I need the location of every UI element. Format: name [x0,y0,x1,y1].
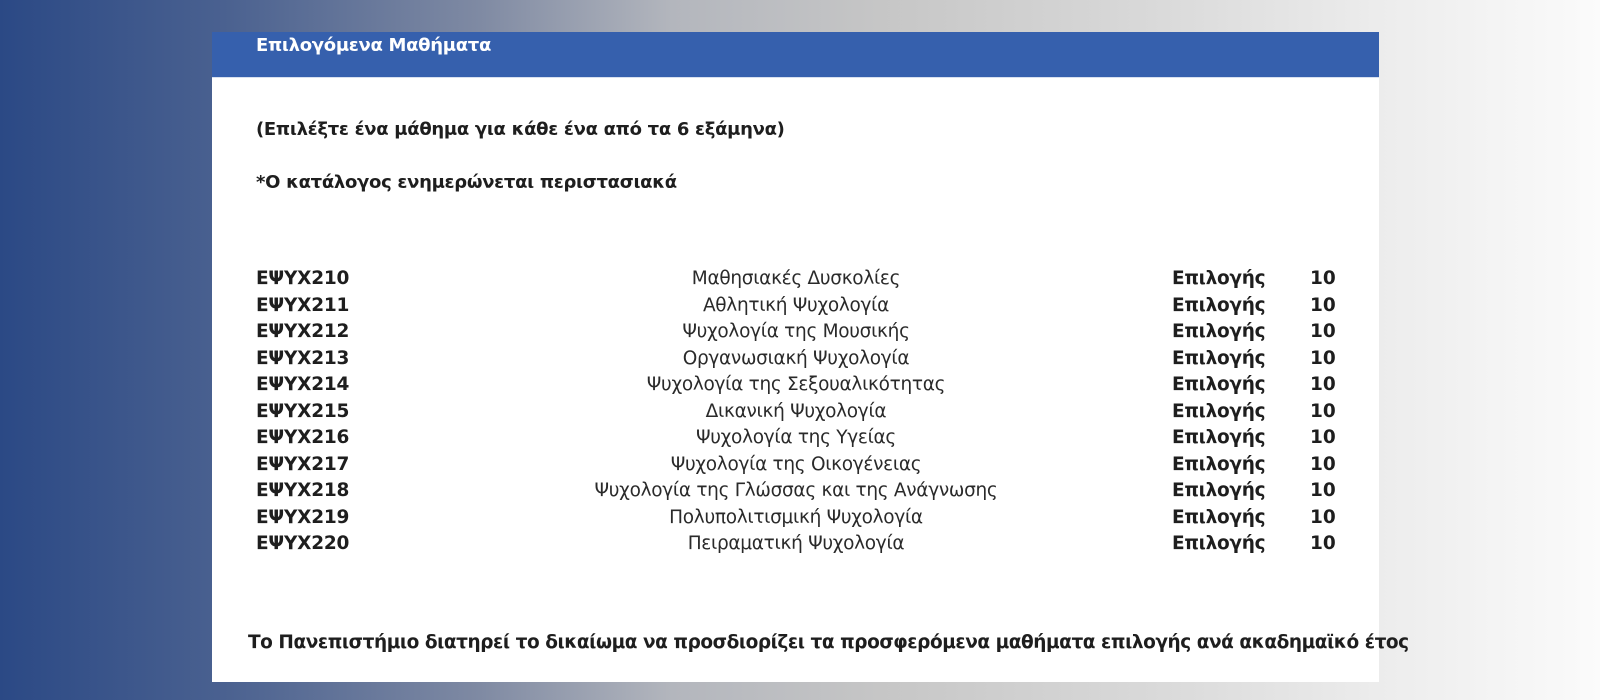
course-name: Μαθησιακές Δυσκολίες [691,268,901,289]
course-code: ΕΨΥΧ218 [256,480,350,501]
course-ects: 10 [1310,321,1336,342]
course-name: Οργανωσιακή Ψυχολογία [682,347,910,369]
course-code: ΕΨΥΧ210 [256,268,350,289]
course-type: Επιλογής [1172,480,1266,501]
course-name: Αθλητική Ψυχολογία [702,294,890,316]
course-ects: 10 [1310,400,1336,422]
course-row [256,372,1336,399]
course-name: Ψυχολογία της Σεξουαλικότητας [646,374,946,395]
course-ects: 10 [1310,268,1336,289]
course-row [256,452,1336,479]
course-type: Επιλογής [1172,294,1266,316]
course-code: ΕΨΥΧ219 [256,506,350,528]
panel-title: Επιλογόμενα Μαθήματα [256,35,492,56]
selection-instruction: (Επιλέξτε ένα μάθημα για κάθε ένα από τα 6 εξάμηνα) [256,119,785,140]
course-code: ΕΨΥΧ211 [256,294,350,316]
course-name: Δικανική Ψυχολογία [705,400,887,422]
course-ects: 10 [1310,347,1336,369]
course-ects: 10 [1310,427,1336,448]
course-type: Επιλογής [1172,533,1266,554]
course-row [256,399,1336,426]
course-ects: 10 [1310,453,1336,475]
course-code: ΕΨΥΧ212 [256,321,350,342]
course-row [256,293,1336,320]
course-type: Επιλογής [1172,347,1266,369]
course-type: Επιλογής [1172,400,1266,422]
course-name: Ψυχολογία της Οικογένειας [670,453,922,475]
course-type: Επιλογής [1172,427,1266,448]
course-row [256,505,1336,532]
course-type: Επιλογής [1172,453,1266,475]
course-type: Επιλογής [1172,268,1266,289]
course-type: Επιλογής [1172,506,1266,528]
course-list [256,266,1336,558]
course-ects: 10 [1310,294,1336,316]
course-code: ΕΨΥΧ215 [256,400,350,422]
course-name: Ψυχολογία της Μουσικής [682,321,910,342]
course-ects: 10 [1310,506,1336,528]
course-ects: 10 [1310,533,1336,554]
course-row [256,425,1336,452]
course-row [256,346,1336,373]
course-row [256,531,1336,558]
course-row [256,478,1336,505]
course-code: ΕΨΥΧ216 [256,427,350,448]
catalog-update-note: *Ο κατάλογος ενημερώνεται περιστασιακά [256,172,677,193]
course-ects: 10 [1310,480,1336,501]
course-ects: 10 [1310,374,1336,395]
course-name: Ψυχολογία της Υγείας [696,427,896,448]
course-row [256,319,1336,346]
course-code: ΕΨΥΧ213 [256,347,350,369]
panel-header [212,32,1379,78]
university-rights-footer: Το Πανεπιστήμιο διατηρεί το δικαίωμα να προσδιορίζει τα προσφερόμενα μαθήματα επιλογής ανά ακαδημαϊκό έτος [248,632,1409,653]
course-name: Πειραματική Ψυχολογία [687,533,905,554]
course-type: Επιλογής [1172,374,1266,395]
course-name: Πολυπολιτισμική Ψυχολογία [669,506,923,528]
course-code: ΕΨΥΧ220 [256,533,350,554]
course-name: Ψυχολογία της Γλώσσας και της Ανάγνωσης [594,480,998,501]
elective-courses-panel [212,32,1409,682]
course-code: ΕΨΥΧ217 [256,453,350,475]
course-type: Επιλογής [1172,321,1266,342]
course-code: ΕΨΥΧ214 [256,374,350,395]
course-row [256,266,1336,293]
